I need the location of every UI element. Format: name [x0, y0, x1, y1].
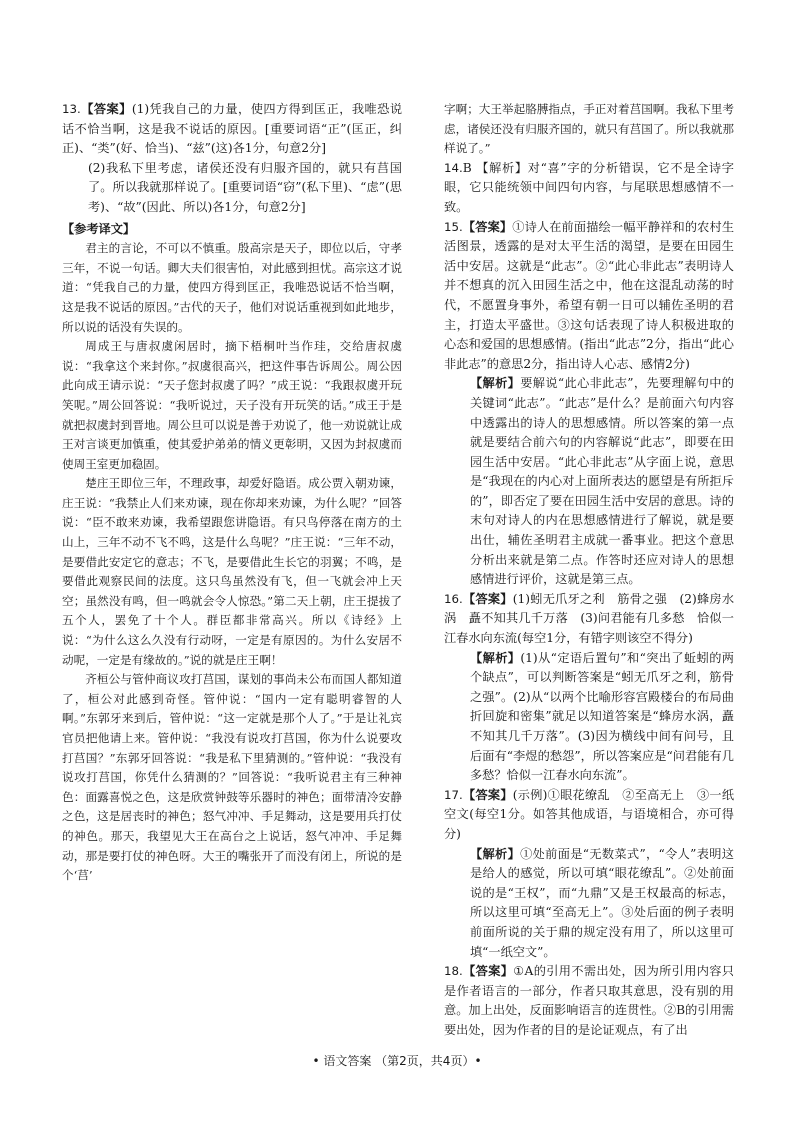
translation-paragraph-3: 楚庄王即位三年，不理政事，却爱好隐语。成公贾入朝劝谏，庄王说：“我禁止人们来劝谏，现在你却来劝谏，为什么呢？”回答说：“臣不敢来劝谏，我希望跟您讲隐语。有只鸟停落在南方的土山上，三年不动不飞不鸣，这是什么鸟呢？”庄王说：“三年不动，是要借此安定它的意志；不飞，是要借此生长它的羽翼；不鸣，是要借此观察民间的法度。这只鸟虽然没有飞，但一飞就会冲上天空；虽然没有鸣，但一鸣就会令人惊恐。”第二天上朝，庄王提拔了五个人，罢免了十个人。群臣都非常高兴。所以《诗经》上说：“为什么这么久没有行动呀，一定是有原因的。为什么安居不动呢，一定是有缘故的。”说的就是庄王啊！	[62, 476, 402, 667]
q18-answer-block	[444, 962, 734, 1040]
q17-analysis-text: ①处前面是“无数菜式”，“令人”表明这是给人的感觉，所以可填“眼花缭乱”。②处前面说的是“王权”，而“九鼎”又是王权最高的标志，所以这里可填“至高无上”。③处后面的例子表明前面所说的关于鼎的规定没有用了，所以这里可填“一纸空文”。	[470, 846, 734, 959]
q17-analysis-block	[444, 845, 734, 963]
q16-answer-text: (1)蚓无爪牙之利 筋骨之强 (2)蜂房水涡 矗不知其几千万落 (3)问君能有几多愁 恰似一江春水向东流(每空1分，有错字则该空不得分)	[444, 591, 735, 646]
q18-answer-tag: 【答案】	[462, 964, 514, 979]
q16-answer-block	[444, 590, 734, 649]
q14-block	[444, 159, 734, 218]
q13-block	[62, 100, 402, 159]
q15-analysis-block	[444, 374, 734, 590]
q17-analysis-tag: 【解析】	[470, 846, 521, 861]
q17-answer-tag: 【答案】	[462, 787, 513, 802]
q17-answer-block	[444, 786, 734, 845]
q13-part2: (2)我私下里考虑，诸侯还没有归服齐国的，就只有莒国了。所以我就那样说了。[重要词语“窃”(私下里)、“虑”(思考)、“故”(因此、所以)各1分，句意2分]	[88, 160, 402, 214]
q13-answer-tag: 【答案】	[80, 102, 132, 116]
q15-answer-block	[444, 218, 734, 375]
q15-answer-text: ①诗人在前面描绘一幅平静祥和的农村生活图景，透露的是对太平生活的渴望，是要在田园生活中安居。这就是“此志”。②“此心非此志”表明诗人并不想真的沉入田园生活之中，他在这混乱动荡的时代，不愿置身事外，希望有朝一日可以辅佐圣明的君主，打造太平盛世。③这句话表现了诗人积极进取的心态和爱国的思想感情。(指出“此志”2分，指出“此心非此志”的意思2分，指出诗人心志、感情2分)	[444, 219, 735, 371]
right-column	[444, 100, 734, 1041]
q13-number: 13.	[62, 102, 81, 116]
q16-analysis-block	[444, 649, 734, 786]
translation-paragraph-2: 周成王与唐叔虞闲居时，摘下梧桐叶当作珪，交给唐叔虞说：“我拿这个来封你。”叔虞很高兴，把这件事告诉周公。周公因此向成王请示说：“天子您封叔虞了吗？”成王说：“我跟叔虞开玩笑呢。”周公回答说：“我听说过，天子没有开玩笑的话。”成王于是就把叔虞封到晋地。周公旦可以说是善于劝说了，他一劝说就让成王对言谈更加慎重，使其爱护弟弟的情义更彰明，又因为封叔虞而使周王室更加稳固。	[62, 339, 402, 471]
reference-translation-heading: 【参考译文】	[62, 221, 136, 236]
q14-text: B 【解析】对“喜”字的分析错误，它不是全诗字眼，它只能统领中间四句内容，与尾联思想感情不一致。	[444, 160, 734, 214]
answer-page	[62, 100, 735, 1037]
left-column	[62, 100, 402, 886]
q13-part1: (1)凭我自己的力量，使四方得到匡正，我唯恐说话不恰当啊，这是我不说话的原因。[重要词语“正”(匡正，纠正)、“类”(好、恰当)、“兹”(这)各1分，句意2分]	[62, 102, 403, 156]
q18-number: 18.	[444, 964, 463, 979]
q16-analysis-text: (1)从“定语后置句”和“突出了蚯蚓的两个缺点”，可以判断答案是“蚓无爪牙之利，筋骨之强”。(2)从“以两个比喻形容宫殿楼台的布局曲折回旋和密集”就足以知道答案是“蜂房水涡，矗不知其几千万落”。(3)因为横线中间有问号，且后面有“李煜的愁怨”，所以答案应是“问君能有几多愁？恰似一江春水向东流”。	[470, 650, 734, 783]
q15-number: 15.	[444, 219, 463, 234]
q15-analysis-tag: 【解析】	[470, 376, 521, 391]
q16-answer-tag: 【答案】	[462, 591, 513, 606]
q17-number: 17.	[444, 787, 463, 802]
q16-analysis-tag: 【解析】	[470, 650, 521, 665]
translation-continuation: 字啊；大王举起胳膊指点，手正对着莒国啊。我私下里考虑，诸侯还没有归服齐国的，就只有莒国了。所以我就那样说了。”	[444, 102, 734, 156]
q15-answer-tag: 【答案】	[462, 219, 513, 234]
page-footer: • 语文答案 （第2页，共4页）•	[312, 1054, 482, 1068]
q14-number: 14.	[444, 160, 463, 175]
q18-answer-text: ①A的引用不需出处，因为所引用内容只是作者语言的一部分，作者只取其意思，没有别的用意。加上出处，反面影响语言的连贯性。②B的引用需要出处，因为作者的目的是论证观点，有了出	[444, 964, 734, 1037]
translation-paragraph-4: 齐桓公与管仲商议攻打莒国，谋划的事尚未公布而国人都知道了，桓公对此感到奇怪。管仲说：“国内一定有聪明睿智的人啊。”东郭牙来到后，管仲说：“这一定就是那个人了。”于是让礼宾官员把他请上来。管仲说：“我没有说攻打莒国，你为什么说要攻打莒国？”东郭牙回答说：“我是私下里猜测的。”管仲说：“我没有说攻打莒国，你凭什么猜测的？”回答说：“我听说君主有三种神色：面露喜悦之色，这是欣赏钟鼓等乐器时的神色；面带清冷安静之色，这是居丧时的神色；怒气冲冲、手足舞动，这是要用兵打仗的神色。那天，我望见大王在高台之上说话，怒气冲冲、手足舞动，那是要打仗的神色呀。大王的嘴张开了而没有闭上，所说的是个‘莒’	[62, 672, 402, 883]
q15-analysis-text: 要解说“此心非此志”，先要理解句中的关键词“此志”。“此志”是什么？是前面六句内容中透露出的诗人的思想感情。所以答案的第一点就是要结合前六句的内容解说“此志”，即要在田园生活中安居。“此心非此志”从字面上说，意思是“我现在的内心对上面所表达的愿望是有所拒斥的”，即否定了要在田园生活中安居的意思。诗的末句对诗人的内在思想感情进行了解说，就是要出仕，辅佐圣明君主成就一番事业。把这个意思分析出来就是第二点。作答时还应对诗人的思想感情进行评价，这就是第三点。	[470, 376, 734, 587]
q16-number: 16.	[444, 591, 463, 606]
translation-paragraph-1: 君主的言论，不可以不慎重。殷高宗是天子，即位以后，守孝三年，不说一句话。卿大夫们很害怕，对此感到担忧。高宗这才说道：“凭我自己的力量，使四方得到匡正，我唯恐说话不恰当啊，这是我不说话的原因。”古代的天子，他们对说话重视到如此地步，所以说的话没有失误的。	[62, 241, 402, 334]
q17-answer-text: (示例)①眼花缭乱 ②至高无上 ③一纸空文(每空1分。如答其他成语，与语境相合，亦可得分)	[444, 787, 735, 841]
